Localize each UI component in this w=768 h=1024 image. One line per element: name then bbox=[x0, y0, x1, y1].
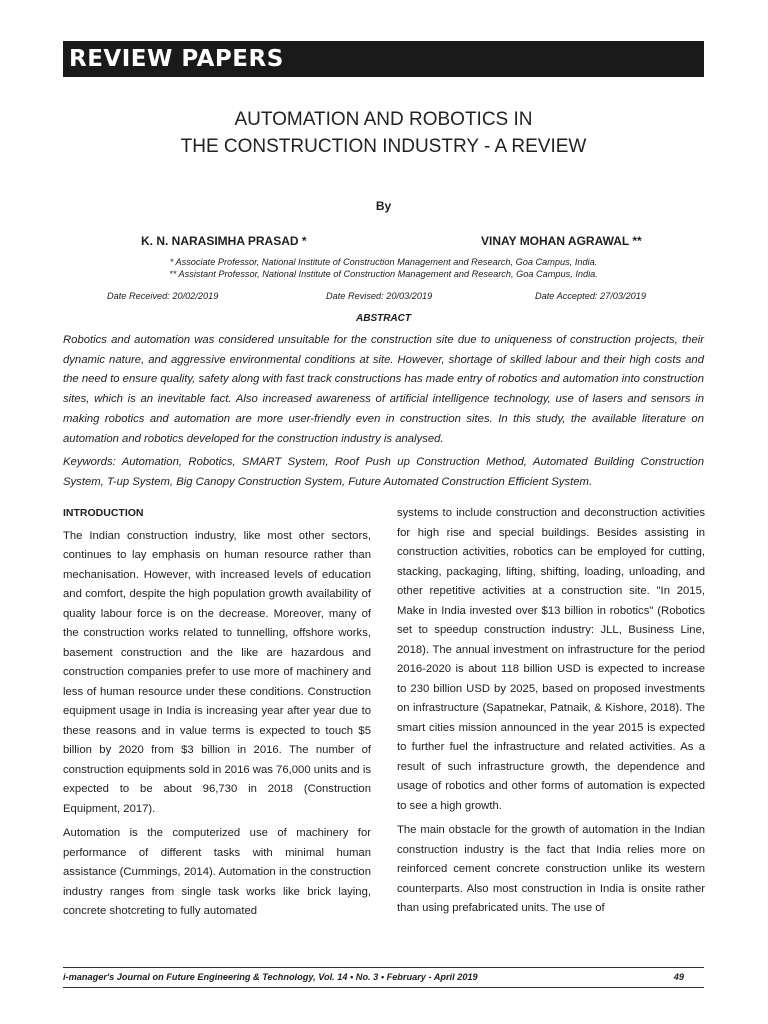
date-revised: Date Revised: 20/03/2019 bbox=[326, 291, 433, 301]
right-paragraph-2: The main obstacle for the growth of automation in the Indian construction industry is the fact that India relies more on reinforced cement concrete construction unlike its western counterparts. Also most construction in India is onsite rather than using prefabricated units. The use of bbox=[397, 824, 705, 914]
affiliation-first: * Associate Professor, National Institute of Construction Management and Research, Goa Campus, India. bbox=[169, 257, 598, 267]
right-paragraph-1: systems to include construction and deconstruction activities for high rise and special buildings. Besides assisting in construction activities, robotics can be employed for cutting, stacking, packaging, lifting, shifting, loading, unloading, and other repetitive activities at a construction site. "In 2015, Make in India invested over $13 billion in robotics" (Robotics set to speedup construction industry: JLL, Business Line, 2018). The annual investment on infrastructure for the period 2016-2020 is about 118 billion USD is expected to increase to 230 billion USD by 2025, based on proposed investments on infrastructure (Sapatnekar, Patnaik, & Kishore, 2018). The smart cities mission announced in the year 2015 is expected to further fuel the infrastructure and related activities. As a result of such infrastructure growth, the dependence and usage of robotics and other forms of automation is expected to see a high growth. bbox=[397, 507, 705, 812]
introduction-heading: INTRODUCTION bbox=[63, 507, 144, 519]
author-first: K. N. NARASIMHA PRASAD * bbox=[141, 234, 307, 248]
page-number: 49 bbox=[673, 972, 684, 982]
date-received: Date Received: 20/02/2019 bbox=[107, 291, 219, 301]
title-line-2: THE CONSTRUCTION INDUSTRY - A REVIEW bbox=[180, 136, 587, 157]
affiliation-second: ** Assistant Professor, National Institute of Construction Management and Research, Goa Campus, India. bbox=[169, 269, 598, 279]
footer-rule-bottom bbox=[63, 987, 704, 988]
by-label: By bbox=[375, 199, 392, 213]
title-line-1: AUTOMATION AND ROBOTICS IN bbox=[234, 109, 533, 130]
left-paragraph-1: The Indian construction industry, like most other sectors, continues to lay emphasis on human resource rather than mechanisation. However, with increased levels of education and comfort, despite the high population growth availability of quality labour force is on the decrease. Moreover, many of the construction works related to tunnelling, offshore works, basement construction and the like are hazardous and construction companies prefer to use more of machinery and less of human resource under these conditions. Construction equipment usage in India is increasing year after year due to these reasons and in value terms is expected to touch $5 billion by 2020 from $3 billion in 2016. The number of construction equipments sold in 2016 was 76,000 units and is expected to be about 96,730 in 2018 (Construction Equipment, 2017). bbox=[63, 529, 371, 815]
affiliations bbox=[63, 256, 704, 280]
paper-title bbox=[63, 106, 704, 160]
author-second: VINAY MOHAN AGRAWAL ** bbox=[481, 234, 642, 248]
section-banner: REVIEW PAPERS bbox=[63, 41, 704, 77]
left-column bbox=[63, 504, 371, 927]
abstract-text: Robotics and automation was considered unsuitable for the construction site due to uniqueness of construction projects, their dynamic nature, and aggressive environmental conditions at site. However, shortage of skilled labour and their high costs and the need to ensure quality, safety along with fast track constructions has made entry of robotics and automation into construction sites, which is an inevitable fact. Also increased awareness of artificial intelligence technology, use of lasers and sensors in making robotics and automation are more user-friendly even in construction sites. In this study, the available literature on automation and robotics developed for the construction industry is analysed. bbox=[63, 334, 704, 445]
right-column bbox=[397, 504, 705, 924]
abstract-heading: ABSTRACT bbox=[356, 313, 411, 324]
keywords: Keywords: Automation, Robotics, SMART System, Roof Push up Construction Method, Automated Building Construction System, T-up System, Big Canopy Construction System, Future Automated Construction Efficient System. bbox=[63, 456, 704, 488]
footer-journal: i-manager's Journal on Future Engineering & Technology, Vol. 14 • No. 3 • February - April 2019 bbox=[63, 972, 478, 982]
date-accepted: Date Accepted: 27/03/2019 bbox=[535, 291, 647, 301]
footer-rule-top bbox=[63, 967, 704, 968]
left-paragraph-2: Automation is the computerized use of machinery for performance of different tasks with minimal human assistance (Cummings, 2014). Automation in the construction industry ranges from single task works like brick laying, concrete shotcreting to fully automated bbox=[63, 827, 371, 917]
